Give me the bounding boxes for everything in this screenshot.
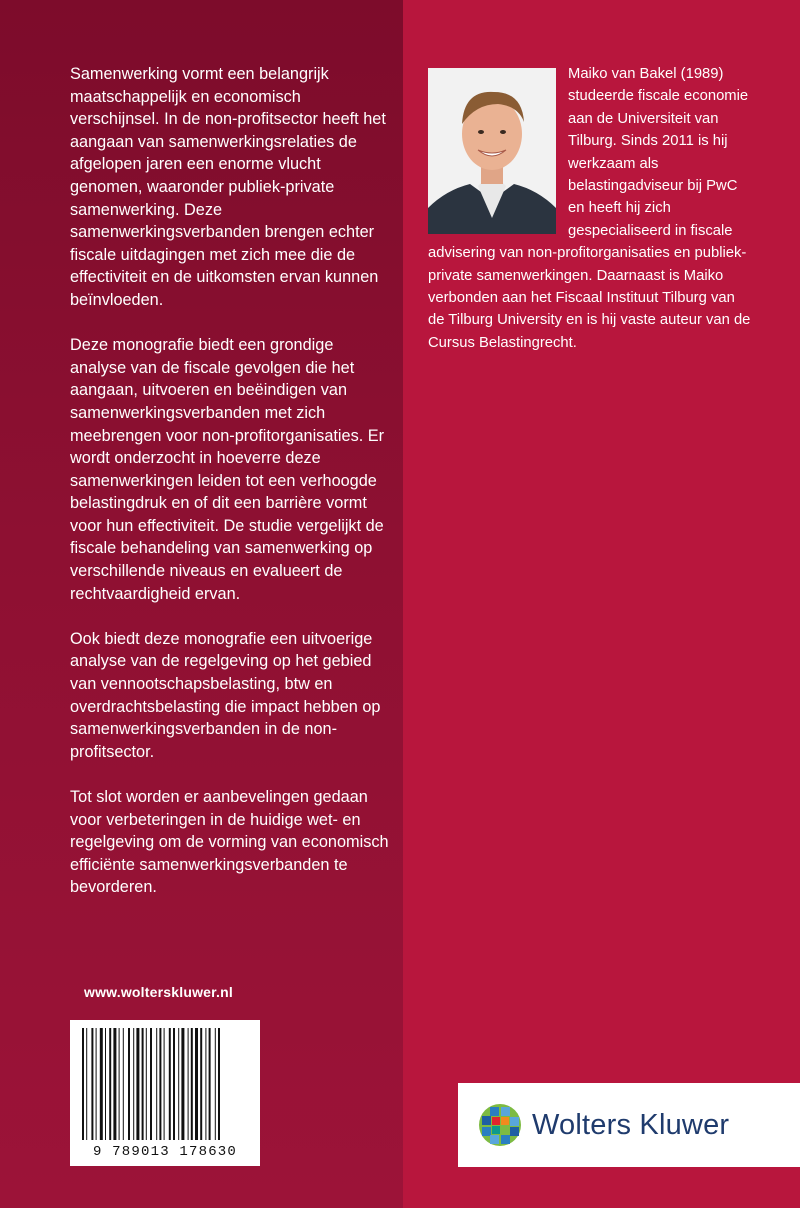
blurb-paragraph-3: Ook biedt deze monografie een uitvoerige analyse van de regelgeving op het gebied van vennootschapsbelasting, btw en overdrachtsbelasting die impact hebben op samenwerkingsverbanden in de non-profitsector.	[70, 629, 381, 761]
blurb-paragraph-1: Samenwerking vormt een belangrijk maatschappelijk en economisch verschijnsel. In de non-profitsector heeft het aangaan van samenwerkingsrelaties de afgelopen jaren een enorme vlucht genomen, waaronder publiek-private samenwerking. Deze samenwerkingsverbanden brengen echter fiscale uitdagingen met zich mee die de effectiviteit en de uitkomsten ervan kunnen beïnvloeden.	[70, 65, 386, 309]
wolters-kluwer-globe-icon	[478, 1103, 522, 1147]
blurb-paragraph-4: Tot slot worden er aanbevelingen gedaan voor verbeteringen in de huidige wet- en regelgeving om de vorming van economisch efficiënte samenwerkingsverbanden te bevorderen.	[70, 788, 389, 897]
author-bio: Maiko van Bakel (1989) studeerde fiscale economie aan de Universiteit van Tilburg. Sinds 2011 is hij werkzaam als belastingadviseur bij PwC en heeft hij zich gespecialiseerd in fiscale advisering van non-profitorganisaties en publiek-private samenwerkingen. Daarnaast is Maiko verbonden aan het Fiscaal Instituut Tilburg van de Tilburg University en is hij vaste auteur van de Cursus Belastingrecht.	[428, 66, 751, 351]
blurb-paragraph-2: Deze monografie biedt een grondige analyse van de fiscale gevolgen die het aangaan, uitvoeren en beëindigen van samenwerkingsverbanden met zich meebrengen voor non-profitorganisaties. Er wordt onderzocht in hoeverre deze samenwerkingen leiden tot een verhoogde belastingdruk en of dit een barrière vormt voor hun effectiviteit. De studie vergelijkt de fiscale behandeling van samenwerking op verschillende niveaus en evalueert de rechtvaardigheid ervan.	[70, 336, 385, 603]
isbn-number: 9 789013 178630	[92, 1144, 238, 1160]
website-link[interactable]: www.wolterskluwer.nl	[84, 984, 233, 1000]
author-bio-block	[428, 63, 754, 354]
publisher-logo-panel	[458, 1083, 800, 1167]
blurb-text	[70, 63, 392, 922]
barcode-bars-icon	[70, 1020, 260, 1144]
barcode	[70, 1020, 260, 1166]
publisher-name: Wolters Kluwer	[532, 1109, 730, 1141]
